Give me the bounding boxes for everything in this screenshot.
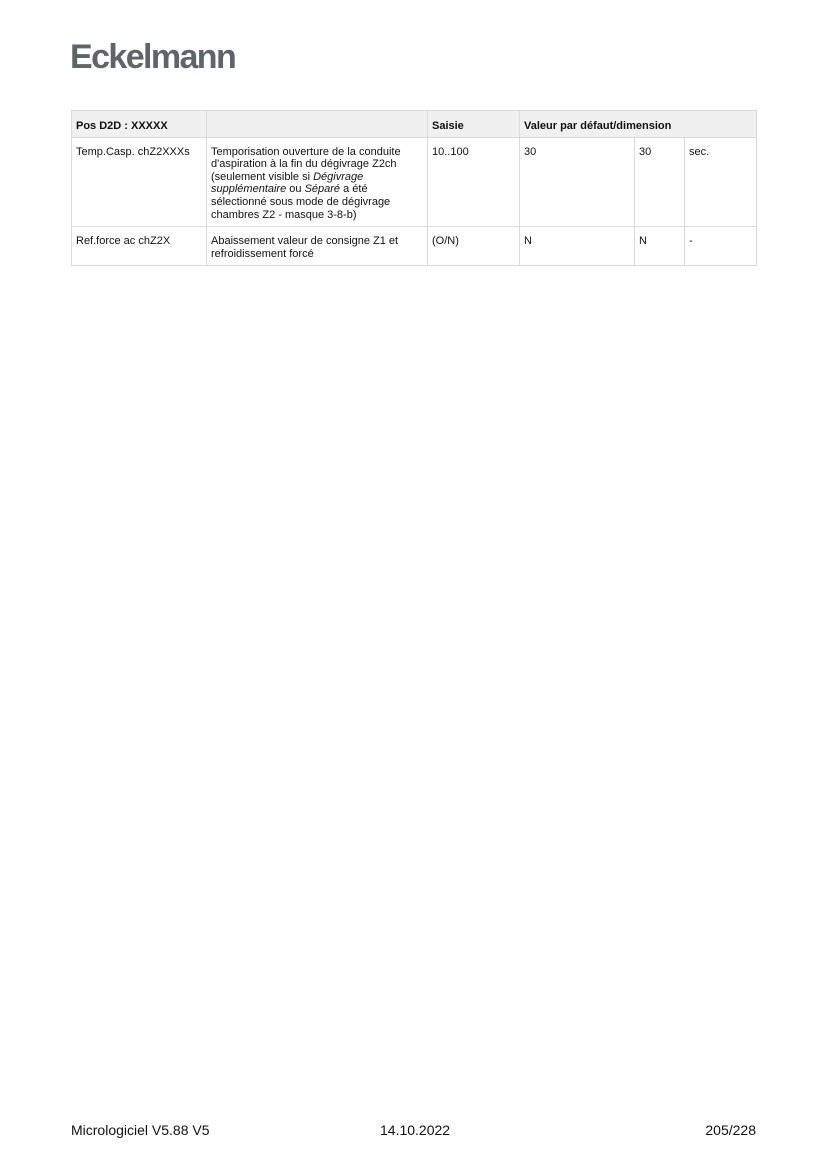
- cell-saisie: 10..100: [428, 137, 520, 227]
- desc-text: a été sélectionné sous mode de dégivrage chambres Z2 - masque 3-8-b): [211, 183, 391, 221]
- cell-description: [207, 137, 428, 227]
- desc-text: ou: [286, 183, 305, 196]
- desc-italic-degivrage: Dégivrage supplémentaire: [211, 170, 364, 196]
- cell-unit: sec.: [685, 137, 757, 227]
- brand-logo: Eckelmann: [70, 38, 236, 76]
- cell-description: Abaissement valeur de consigne Z1 et refroidissement forcé: [207, 227, 428, 266]
- footer-firmware-version: Micrologiciel V5.88 V5: [71, 1122, 210, 1138]
- footer-page-number: 205/228: [705, 1122, 756, 1138]
- cell-unit: -: [685, 227, 757, 266]
- table-row: [72, 137, 757, 227]
- cell-saisie: (O/N): [428, 227, 520, 266]
- cell-pos: Ref.force ac chZ2X: [72, 227, 207, 266]
- cell-default-2: 30: [635, 137, 685, 227]
- cell-default-1: 30: [520, 137, 635, 227]
- header-saisie: Saisie: [428, 111, 520, 138]
- desc-italic-separe: Séparé: [304, 183, 341, 196]
- footer-date: 14.10.2022: [380, 1122, 451, 1138]
- table-row: [72, 227, 757, 266]
- desc-text: Temporisation ouverture de la conduite d'aspiration à la fin du dégivrage Z2ch (seulement visible si: [211, 145, 401, 183]
- cell-default-1: N: [520, 227, 635, 266]
- parameter-table: [71, 110, 757, 266]
- header-default-value: Valeur par défaut/dimension: [520, 111, 757, 138]
- table-header-row: [72, 111, 757, 138]
- header-description: [207, 111, 428, 138]
- cell-default-2: N: [635, 227, 685, 266]
- header-pos: Pos D2D : XXXXX: [72, 111, 207, 138]
- cell-pos: Temp.Casp. chZ2XXXs: [72, 137, 207, 227]
